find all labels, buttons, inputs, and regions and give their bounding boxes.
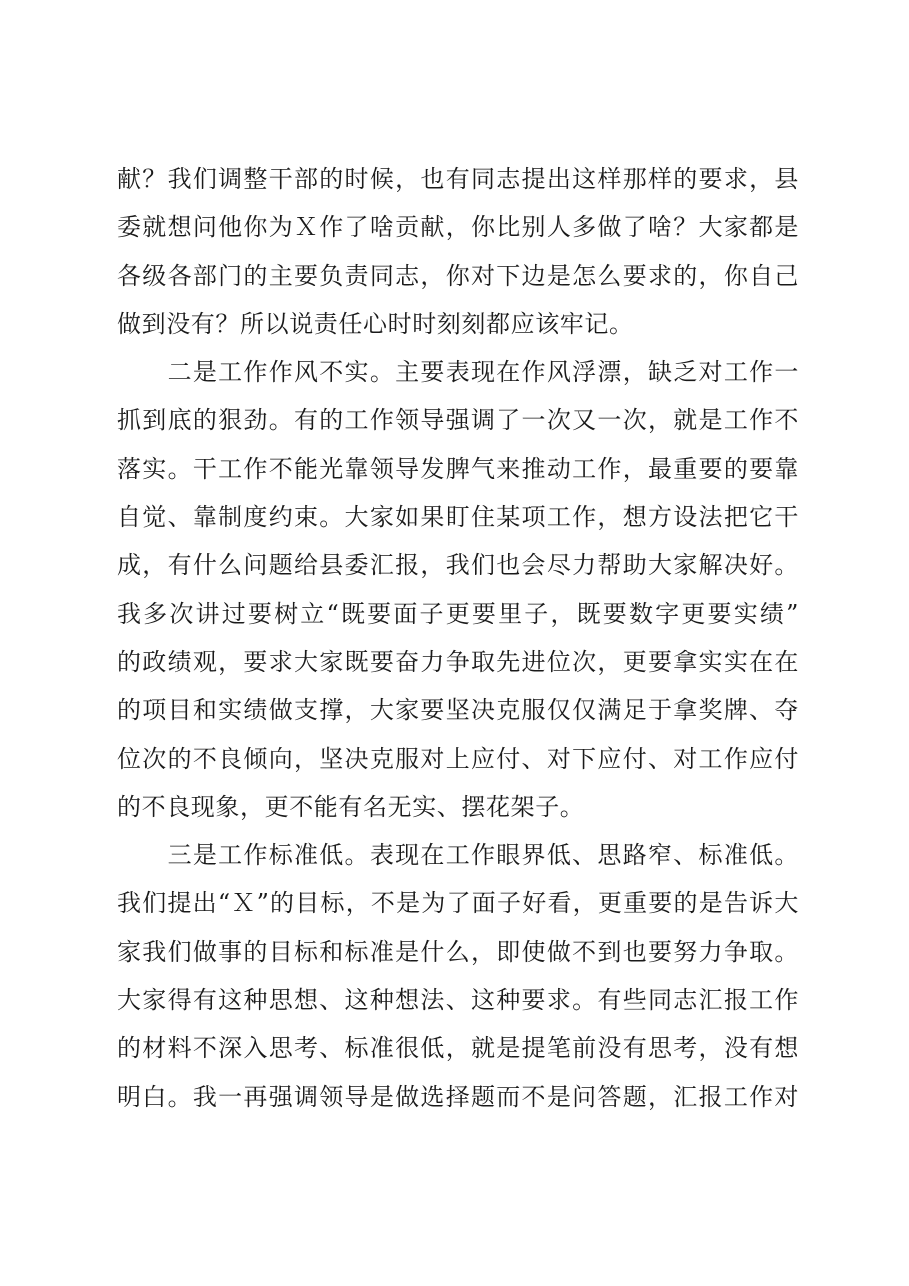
text-line: 成，有什么问题给县委汇报，我们也会尽力帮助大家解决好。	[117, 551, 799, 580]
text-line: 落实。干工作不能光靠领导发脾气来推动工作，最重要的要靠	[117, 454, 799, 483]
text-line: 明白。我一再强调领导是做选择题而不是问答题，汇报工作对	[117, 1082, 799, 1111]
text-line: 献？我们调整干部的时候，也有同志提出这样那样的要求，县	[117, 165, 799, 193]
text-line: 二是工作作风不实。主要表现在作风浮漂，缺乏对工作一	[117, 358, 799, 387]
text-line: 的项目和实绩做支撑，大家要坚决克服仅仅满足于拿奖牌、夺	[117, 696, 799, 725]
paragraph	[117, 348, 799, 831]
text-line: 我多次讲过要树立“既要面子更要里子，既要数字更要实绩”	[117, 599, 799, 628]
text-line: 家我们做事的目标和标准是什么，即使做不到也要努力争取。	[117, 937, 799, 966]
text-line: 做到没有？所以说责任心时时刻刻都应该牢记。	[117, 309, 634, 338]
text-line: 委就想问他你为Ｘ作了啥贡献，你比别人多做了啥？大家都是	[117, 213, 799, 242]
text-line: 大家得有这种思想、这种想法、这种要求。有些同志汇报工作	[117, 986, 799, 1015]
text-line: 三是工作标准低。表现在工作眼界低、思路窄、标准低。	[117, 841, 799, 870]
text-line: 我们提出“Ｘ”的目标，不是为了面子好看，更重要的是告诉大	[117, 889, 799, 918]
text-line: 抓到底的狠劲。有的工作领导强调了一次又一次，就是工作不	[117, 406, 799, 435]
text-line: 的材料不深入思考、标准很低，就是提笔前没有思考，没有想	[117, 1034, 799, 1063]
text-line: 的不良现象，更不能有名无实、摆花架子。	[117, 792, 585, 821]
text-line: 的政绩观，要求大家既要奋力争取先进位次，更要拿实实在在	[117, 647, 799, 676]
body-text	[117, 155, 799, 1121]
paragraph	[117, 155, 799, 348]
text-line: 自觉、靠制度约束。大家如果盯住某项工作，想方设法把它干	[117, 503, 799, 532]
text-line: 位次的不良倾向，坚决克服对上应付、对下应付、对工作应付	[117, 744, 799, 773]
text-line: 各级各部门的主要负责同志，你对下边是怎么要求的，你自己	[117, 261, 799, 290]
paragraph	[117, 831, 799, 1121]
